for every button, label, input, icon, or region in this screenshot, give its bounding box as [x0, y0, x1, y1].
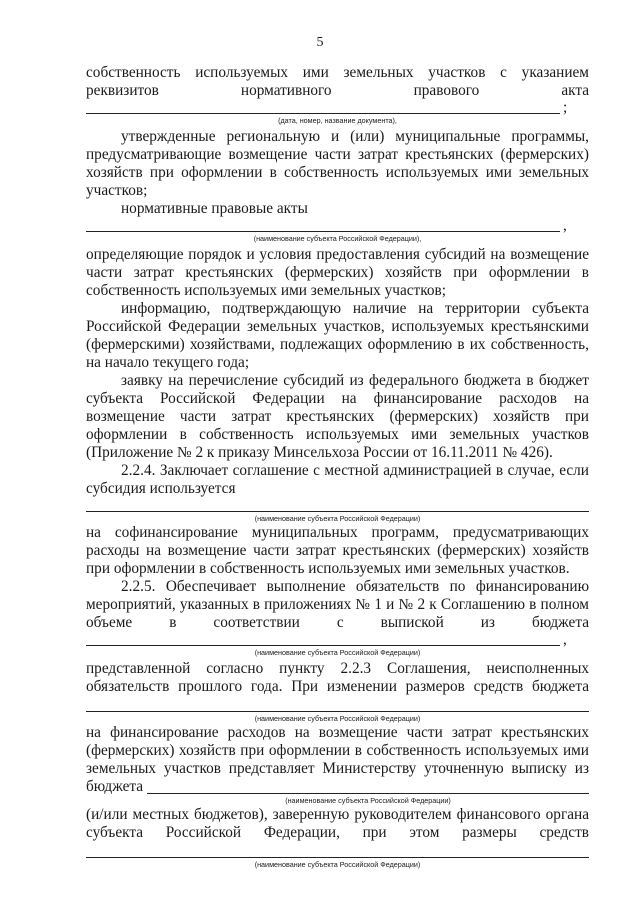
text-line: части затрат крестьянских (фермерских) хозяйств при оформлении в — [86, 264, 589, 281]
text-line: субсидия используется — [86, 480, 236, 497]
text-line: утвержденные региональную и (или) муниципальные программы, — [121, 128, 589, 145]
text-line: хозяйств при оформлении в собственность используемых ими земельных — [86, 164, 589, 181]
text-line: при оформлении в собственность используемых ими земельных участков. — [86, 560, 570, 577]
page-number: 5 — [316, 35, 324, 50]
text-line: расходы на возмещение части затрат крестьянских (фермерских) хозяйств — [86, 542, 589, 559]
text-line: обязательств прошлого года. При изменении размеров средств бюджета — [86, 678, 589, 695]
field-caption: (наименование субъекта Российской Федерации) — [254, 514, 421, 523]
field-caption: (наименование субъекта Российской Федерации) — [254, 714, 421, 723]
text-line: ; — [563, 99, 568, 116]
text-line: (фермерских) хозяйств при оформлении в собственность используемых ими — [86, 742, 589, 759]
fill-in-rule — [86, 231, 560, 232]
text-line: бюджета — [86, 778, 144, 795]
field-caption: (наименование субъекта Российской Федерации), — [253, 234, 422, 243]
text-line: нормативные правовые акты — [121, 200, 308, 217]
text-line: оформлении в собственность используемых ими земельных участков — [86, 426, 589, 443]
fill-in-rule — [86, 511, 589, 512]
field-caption: (наименование субъекта Российской Федерации) — [254, 648, 421, 657]
field-caption: (наименование субъекта Российской Федерации) — [285, 796, 451, 805]
text-line: (Приложение № 2 к приказу Минсельхоза России от 16.11.2011 № 426). — [86, 444, 553, 461]
text-line: заявку на перечисление субсидий из федерального бюджета в бюджет — [121, 372, 589, 389]
text-line: Российской Федерации земельных участков, используемых крестьянскими — [86, 318, 589, 335]
fill-in-rule — [147, 793, 589, 794]
text-line: мероприятий, указанных в приложениях № 1 и № 2 к Соглашению в полном — [86, 596, 589, 613]
text-line: возмещение части затрат крестьянских (фермерских) хозяйств при — [86, 408, 589, 425]
fill-in-rule — [86, 857, 589, 858]
text-line: собственность используемых ими земельных участков с указанием — [86, 64, 589, 81]
text-line: субъекта Российской Федерации на финансирование расходов на — [86, 390, 589, 407]
text-line: представленной согласно пункту 2.2.3 Соглашения, неисполненных — [86, 660, 589, 677]
text-line: земельных участков представляет Министерству уточненную выписку из — [86, 760, 589, 777]
text-line: , — [563, 631, 567, 648]
text-line: объеме в соответствии с выпиской из бюджета — [86, 614, 589, 631]
field-caption: (дата, номер, название документа), — [278, 116, 397, 125]
text-line: определяющие порядок и условия предоставления субсидий на возмещение — [86, 246, 589, 263]
text-line: 2.2.4. Заключает соглашение с местной администрацией в случае, если — [121, 462, 589, 479]
text-line: на финансирование расходов на возмещение части затрат крестьянских — [86, 724, 589, 741]
text-line: 2.2.5. Обеспечивает выполнение обязательств по финансированию — [121, 578, 589, 595]
text-line: на софинансирование муниципальных программ, предусматривающих — [86, 524, 589, 541]
text-line: реквизитов нормативного правового акта — [86, 82, 589, 99]
fill-in-rule — [86, 711, 589, 712]
text-line: на начало текущего года; — [86, 354, 250, 371]
field-caption: (наименование субъекта Российской Федерации) — [254, 860, 421, 869]
fill-in-rule — [86, 113, 560, 114]
text-line: (фермерскими) хозяйствами, подлежащих оформлению в их собственность, — [86, 336, 589, 353]
text-line: (и/или местных бюджетов), заверенную руководителем финансового органа — [86, 806, 589, 823]
text-line: , — [563, 217, 567, 234]
text-line: субъекта Российской Федерации, при этом размеры средств — [86, 824, 589, 841]
text-line: информацию, подтверждающую наличие на территории субъекта — [121, 300, 589, 317]
text-line: предусматривающие возмещение части затрат крестьянских (фермерских) — [86, 146, 589, 163]
fill-in-rule — [86, 645, 560, 646]
text-line: участков; — [86, 182, 148, 199]
text-line: собственность используемых ими земельных участков; — [86, 282, 447, 299]
